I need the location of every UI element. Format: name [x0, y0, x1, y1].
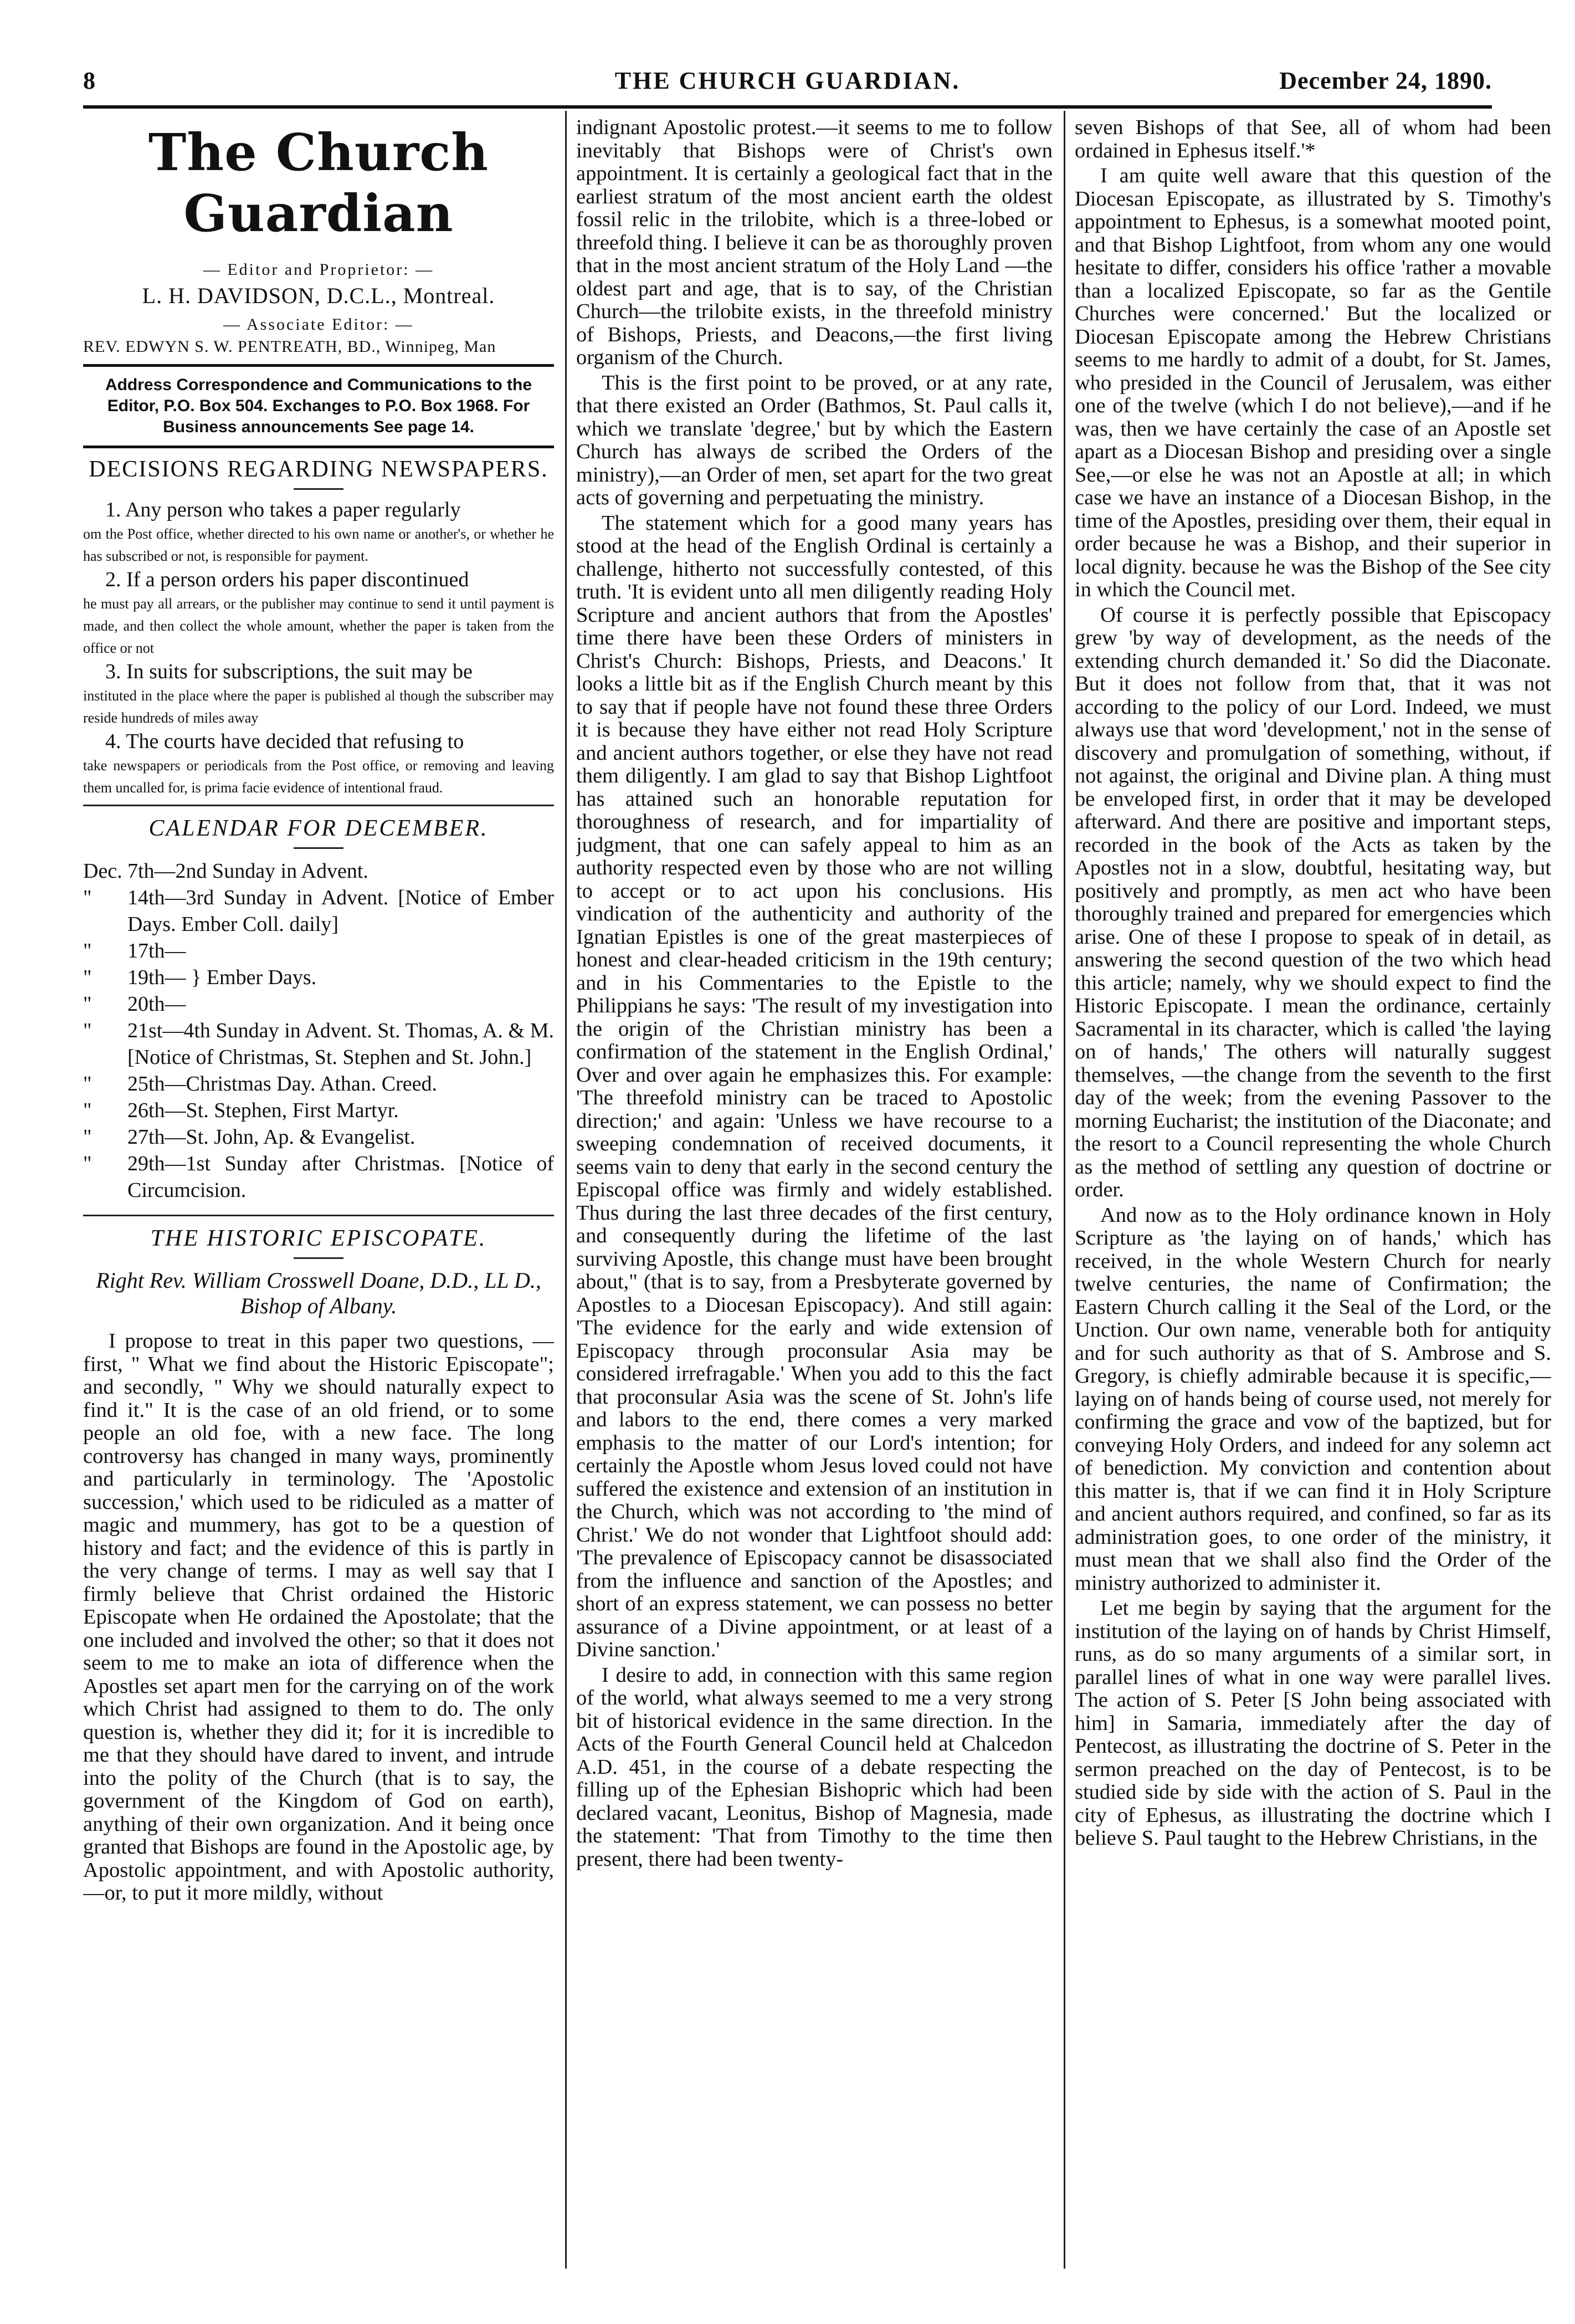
calendar-entry: " 21st—4th Sunday in Advent. St. Thomas, A. & M. [Notice of Christmas, St. Stephen and St. John.] [83, 1019, 554, 1069]
calendar-rule [83, 1215, 554, 1216]
article-paragraph: This is the first point to be proved, or at any rate, that there existed an Order (Bathmos, St. Paul calls it, which we translate 'degree,' but by which the Eastern Church has always de scribed the Orders of the ministry),—an Order of men, set apart for the two great acts of governing and perpetuating the ministry. [576, 371, 1053, 509]
calendar-entry: " 17th— [83, 939, 186, 963]
editor-label: — Editor and Proprietor: — [203, 260, 434, 279]
article-title: THE HISTORIC EPISCOPATE. [150, 1226, 487, 1251]
header-rule [83, 105, 1492, 109]
address-rule [83, 446, 554, 448]
associate-editor-name: REV. EDWYN S. W. PENTREATH, BD., Winnipeg, Man [83, 337, 496, 356]
decisions-rule [83, 805, 554, 806]
calendar-entry: " 19th— } Ember Days. [83, 966, 317, 989]
calendar-entry: " 26th—St. Stephen, First Martyr. [83, 1099, 399, 1122]
article-paragraph: I propose to treat in this paper two questions, —first, " What we find about the Historic Episcopate"; and secondly, " Why we should naturally expect to find it." It is the case of an old friend, or to some people an old foe, with a new face. The long controversy has changed in many ways, prominently and particularly in terminology. The 'Apostolic succession,' which used to be ridiculed as a matter of magic and mummery, has got to be a question of history and fact; and the evidence of this is partly in the very change of terms. I may as well say that I firmly believe that Christ ordained the Historic Episcopate when He ordained the Apostolate; that the one included and involved the other; so that it does not seem to me to make an iota of difference when the Apostles set apart men for the carrying on of the work which Christ had assigned to them to do. The only question is, whether they did it; for it is incredible to me that they should have dared to invent, and intrude into the polity of the Church (that is to say, the government of the Kingdom of God on earth), anything of their own organization. And it being once granted that Bishops are found in the Apostolic age, by Apostolic appointment, and with Apostolic authority,—or, to put it more mildly, without [83, 1329, 554, 1905]
article-byline: Right Rev. William Crosswell Doane, D.D., LL D., Bishop of Albany. [96, 1268, 541, 1318]
masthead-rule [83, 364, 554, 367]
decision-item: 2. If a person orders his paper discontinued he must pay all arrears, or the publisher may continue to send it until payment is made, and then collect the whole amount, whether the paper is taken from the office or not [83, 568, 554, 656]
column-1 [83, 116, 554, 2263]
address-notice: Address Correspondence and Communications to the Editor, P.O. Box 504. Exchanges to P.O. Box 1968. For Business announcements See page 14. [105, 376, 532, 436]
calendar-entry: " 29th—1st Sunday after Christmas. [Notice of Circumcision. [83, 1152, 554, 1202]
column-divider-1 [565, 111, 567, 2269]
calendar-list [83, 858, 554, 1204]
article-paragraph: seven Bishops of that See, all of whom had been ordained in Ephesus itself.'* [1075, 116, 1551, 162]
column-2 [576, 116, 1053, 2263]
article-paragraph: Let me begin by saying that the argument for the institution of the laying on of hands by Christ Himself, runs, as do so many arguments of a similar sort, in parallel lines of what in one way were parallel lives. The action of S. Peter [S John being associated with him] in Samaria, immediately after the day of Pentecost, as illustrating the doctrine of S. Peter in the sermon preached on the day of Pentecost, is to be studied side by side with the action of S. Paul in the city of Ephesus, as illustrating the doctrine which I believe S. Paul taught to the Hebrew Christians, in the [1075, 1596, 1551, 1850]
calendar-title: CALENDAR FOR DECEMBER. [148, 816, 489, 841]
decision-item: 3. In suits for subscriptions, the suit may be instituted in the place where the paper is published al though the subscriber may reside hundreds of miles away [83, 660, 554, 726]
article-paragraph: I desire to add, in connection with this same region of the world, what always seemed to me a very strong bit of historical evidence in the same direction. In the Acts of the Fourth General Council held at Chalcedon A.D. 451, in the course of a debate respecting the filling up of the Ephesian Bishopric which had been declared vacant, Leonitus, Bishop of Magnesia, made the statement: 'That from Timothy to the time then present, there had been twenty- [576, 1663, 1053, 1871]
article-paragraph: I am quite well aware that this question of the Diocesan Episcopate, as illustrated by S. Timothy's appointment to Ephesus, is a somewhat mooted point, and that Bishop Lightfoot, from whom any one would hesitate to differ, considers his office 'rather a movable than a localized Episcopate, so far as the Gentile Churches were concerned.' But the localized or Diocesan Episcopate among the Hebrew Christians seems to me hardly to admit of a doubt, for St. James, who presided in the Council of Jerusalem, was either one of the twelve (which I do not believe),—and if he was, then we have certainly the case of an Apostle set apart as a Diocesan Bishop and presiding over a single See,—or else he was not an Apostle at all; in which case we have an instance of a Diocesan Bishop, in the time of the Apostles, presiding over them, their equal in order because he was a Bishop, and their superior in local dignity. because he was the Bishop of the See city in which the Council met. [1075, 164, 1551, 601]
decision-item: 4. The courts have decided that refusing to take newspapers or periodicals from the Post office, or removing and leaving them uncalled for, is prima facie evidence of intentional fraud. [83, 730, 554, 796]
editor-name: L. H. DAVIDSON, D.C.L., Montreal. [142, 283, 495, 308]
short-rule [294, 488, 343, 490]
calendar-entry: " 27th—St. John, Ap. & Evangelist. [83, 1125, 415, 1149]
calendar-entry: Dec. 7th—2nd Sunday in Advent. [83, 859, 368, 883]
calendar-entry: " 20th— [83, 992, 186, 1016]
issue-date: December 24, 1890. [1279, 67, 1492, 94]
article-paragraph: And now as to the Holy ordinance known in Holy Scripture as 'the laying on of hands,' which has received, in the whole Western Church for nearly twelve centuries, the name of Confirmation; the Eastern Church calling it the Seal of the Lord, or the Unction. Our own name, venerable both for antiquity and for such authority as that of S. Ambrose and S. Gregory, is chiefly admirable because it is specific,—laying on of hands being of course used, not merely for confirming the grace and vow of the baptized, but for conveying Holy Orders, and indeed for any solemn act of benediction. My conviction and contention about this matter is, that if we can find it in Holy Scripture and ancient authors required, and confined, so far as its administration goes, to one order of the ministry, it must mean that we shall also find the Order of the ministry authorized to administer it. [1075, 1203, 1551, 1595]
calendar-entry: " 25th—Christmas Day. Athan. Creed. [83, 1072, 438, 1096]
article-paragraph: Of course it is perfectly possible that Episcopacy grew 'by way of development, as the needs of the extending church demanded it.' So did the Diaconate. But it does not follow from that, that it was not according to the policy of our Lord. Indeed, we must always use that word 'development,' not in the sense of discovery and promulgation of something, without, if not against, the original and Divine plan. A thing must be enveloped first, in order that it may be developed afterward. And there are positive and important steps, recorded in the book of the Acts as taken by the Apostles not in a slow, doubtful, hesitating way, but positively and promptly, as men act who have been thoroughly trained and prepared for emergencies which arise. One of these I propose to speak of in detail, as answering the second question of the two which head this article; namely, why we should expect to find the Historic Episcopate. I mean the ordinance, certainly Sacramental in its character, which is called 'the laying on of hands,' The others will naturally suggest themselves, —the change from the seventh to the first day of the week; from the evening Passover to the morning Eucharist; the institution of the Diaconate; and the resort to a Council representing the whole Church as the method of settling any question of doctrine or order. [1075, 603, 1551, 1201]
column-3 [1075, 116, 1551, 2263]
running-header [83, 66, 1492, 100]
decisions-title: DECISIONS REGARDING NEWSPAPERS. [89, 457, 548, 482]
short-rule [294, 1257, 343, 1259]
decision-item: 1. Any person who takes a paper regularly om the Post office, whether directed to his own name or another's, or whether he has subscribed or not, is responsible for payment. [83, 498, 554, 564]
decisions-list [83, 499, 554, 797]
article-paragraph: indignant Apostolic protest.—it seems to me to follow inevitably that Bishops were of Christ's own appointment. It is certainly a geological fact that in the earliest stratum of the most ancient earth the oldest fossil relic in the trilobite, which is a three-lobed or threefold thing. I believe it can be as thoroughly proven that in the most ancient stratum of the Holy Land —the oldest part and age, that is to say, of the Christian Church—the trilobite exists, in the threefold ministry of Bishops, Priests, and Deacons,—the first living organism of the Church. [576, 116, 1053, 369]
page-number: 8 [83, 67, 96, 94]
column-divider-2 [1064, 111, 1065, 2269]
calendar-entry: " 14th—3rd Sunday in Advent. [Notice of Ember Days. Ember Coll. daily] [83, 886, 554, 936]
associate-editor-label: — Associate Editor: — [223, 315, 414, 334]
running-title: THE CHURCH GUARDIAN. [614, 67, 961, 94]
short-rule [294, 847, 343, 849]
masthead-title: The Church Guardian [148, 122, 489, 243]
article-paragraph: The statement which for a good many years has stood at the head of the English Ordinal is certainly a challenge, hitherto not successfully contested, of this truth. 'It is evident unto all men diligently reading Holy Scripture and ancient authors that from the Apostles' time there have been these Orders of ministers in Christ's Church: Bishops, Priests, and Deacons.' It looks a little bit as if the English Church meant by this to say that if people have not found these three Orders it is because they have either not read Holy Scripture and ancient authors together, or else they have not read them diligently. I am glad to say that Bishop Lightfoot has attained such an honorable reputation for thoroughness of research, and for impartiality of judgment, that one can safely appeal to him as an authority respected even by those who are not willing to accept or to act upon his conclusions. His vindication of the authenticity and authority of the Ignatian Epistles is one of the great masterpieces of honest and clear-headed criticism in the 19th century; and in his Commentaries to the Epistle to the Philippians he says: 'The result of my investigation into the origin of the Christian ministry has been a confirmation of the statement in the English Ordinal,' Over and over again he emphasizes this. For example: 'The threefold ministry can be traced to Apostolic direction;' and again: 'Unless we have recourse to a sweeping condemnation of received documents, it seems vain to deny that early in the second century the Episcopal office was firmly and widely established. Thus during the last three decades of the first century, and consequently during the lifetime of the last surviving Apostle, this change must have been brought about," (that is to say, from a Presbyterate governed by Apostles to a Diocesan Episcopacy). And still again: 'The evidence for the early and wide extension of Episcopacy through proconsular Asia may be considered irrefragable.' When you add to this the fact that proconsular Asia was the scene of St. John's life and labors to the end, there comes a very marked emphasis to the matter of our Lord's intention; for certainly the Apostle whom Jesus loved could not have suffered the existence and extension of an institution in the Church, which was not according to 'the mind of Christ.' We do not wonder that Lightfoot should add: 'The prevalence of Episcopacy cannot be disassociated from the influence and sanction of the Apostles; and short of an express statement, we can possess no better assurance of a Divine appointment, or at least of a Divine sanction.' [576, 511, 1053, 1661]
